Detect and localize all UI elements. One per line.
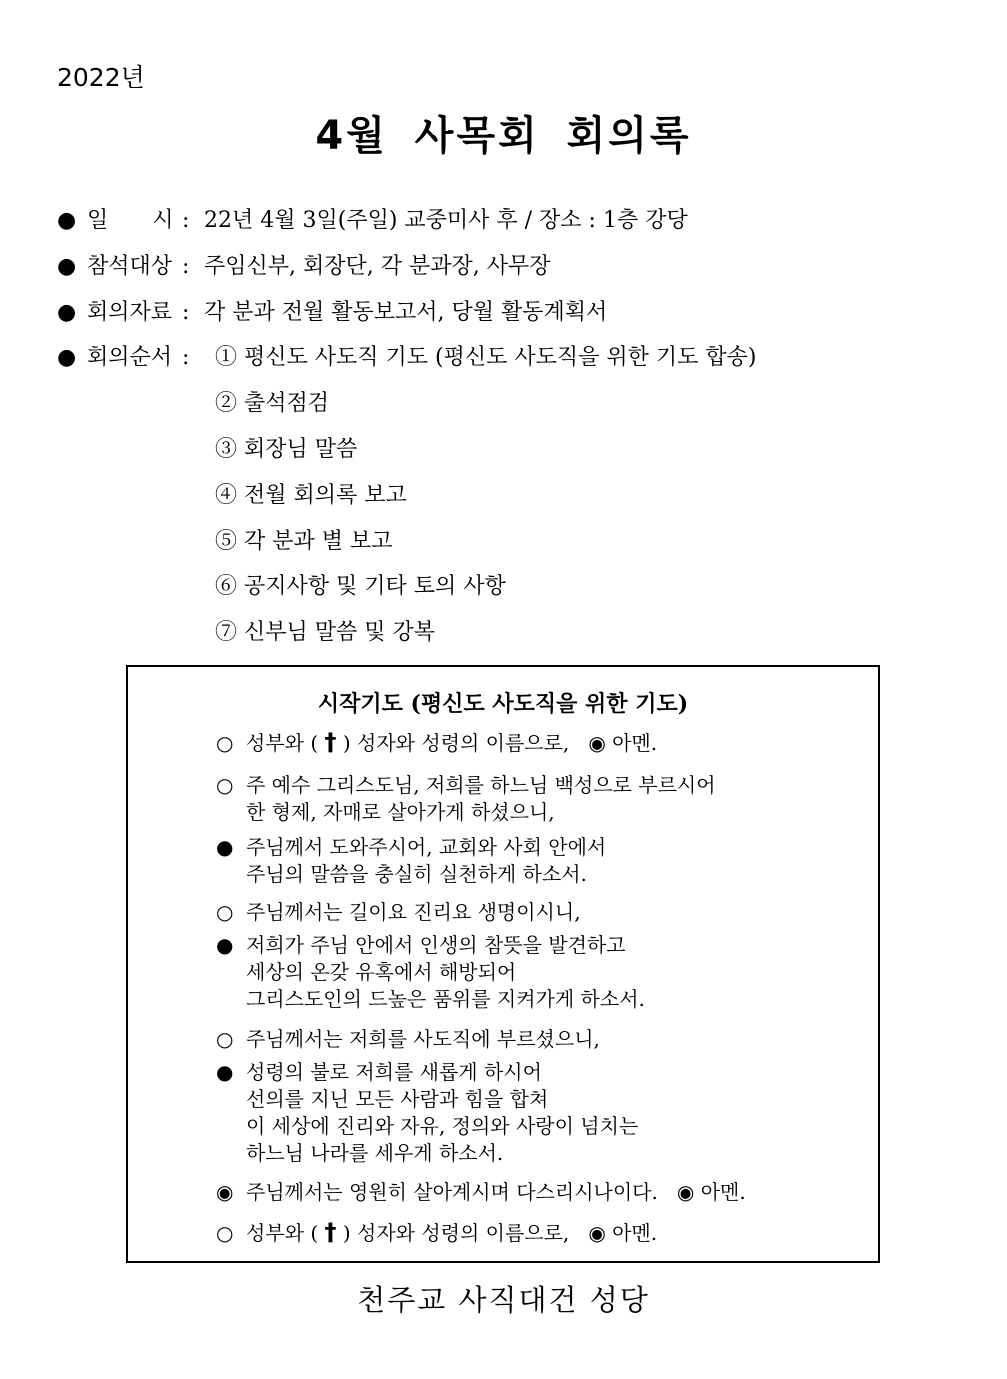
prayer-line <box>216 899 581 926</box>
amen-text: 아멘. <box>700 1180 746 1204</box>
info-row-attendees <box>57 249 550 280</box>
circle-icon: ○ <box>216 773 234 797</box>
info-value: 22년 4월 3일(주일) 교중미사 후 / 장소 : 1층 강당 <box>204 208 688 233</box>
prayer-line <box>216 1113 638 1140</box>
prayer-final-post: ) 성자와 성령의 이름으로, <box>342 1221 570 1245</box>
prayer-line <box>216 959 516 986</box>
prayer-line-text: 선의를 지닌 모든 사람과 힘을 합쳐 <box>246 1087 549 1111</box>
prayer-line-text: 세상의 온갖 유혹에서 해방되어 <box>246 960 517 984</box>
info-value: 각 분과 전월 활동보고서, 당월 활동계획서 <box>204 300 608 325</box>
bullet-icon: ● <box>57 345 77 370</box>
filled-circle-icon: ● <box>216 1060 234 1084</box>
prayer-final-line <box>216 1219 657 1247</box>
prayer-opening-line <box>216 729 657 757</box>
info-label: 참석대상 <box>87 254 173 279</box>
amen-marker-icon: ◉ <box>588 1221 606 1245</box>
prayer-line-text: 주님께서는 길이요 진리요 생명이시니, <box>246 900 581 924</box>
amen-marker-icon: ◉ <box>676 1180 695 1204</box>
info-row-agenda <box>57 340 204 371</box>
document-year: 2022년 <box>57 63 145 92</box>
cross-icon: † <box>324 1218 337 1246</box>
info-colon: : <box>182 345 190 370</box>
prayer-line <box>216 1059 542 1086</box>
prayer-closing-line <box>216 1179 746 1206</box>
prayer-final-pre: 성부와 ( <box>246 1221 319 1245</box>
marker-icon: ◉ <box>216 1180 234 1204</box>
agenda-item-7: ⑦ 신부님 말씀 및 강복 <box>215 620 435 645</box>
prayer-line-text: 성령의 불로 저희를 새롭게 하시어 <box>246 1060 542 1084</box>
info-colon: : <box>182 208 190 233</box>
prayer-line-text: 주님께서 도와주시어, 교회와 사회 안에서 <box>246 835 607 859</box>
info-label: 일 시 <box>87 208 174 233</box>
info-colon: : <box>182 254 190 279</box>
info-row-materials <box>57 295 607 326</box>
circle-icon: ○ <box>216 1027 234 1051</box>
amen-text: 아멘. <box>612 731 658 755</box>
prayer-line <box>216 1140 503 1167</box>
prayer-line <box>216 932 626 959</box>
info-value: 주임신부, 회장단, 각 분과장, 사무장 <box>204 254 551 279</box>
cross-icon: † <box>324 728 337 756</box>
filled-circle-icon: ● <box>216 933 234 957</box>
bullet-icon: ● <box>57 254 77 279</box>
prayer-line-text: 주님의 말씀을 충실히 실천하게 하소서. <box>246 862 587 886</box>
prayer-title: 시작기도 (평신도 사도직을 위한 기도) <box>317 691 689 717</box>
agenda-item-2: ② 출석점검 <box>215 391 330 416</box>
agenda-item-1: ① 평신도 사도직 기도 (평신도 사도직을 위한 기도 합송) <box>215 345 757 370</box>
info-label: 회의순서 <box>87 345 173 370</box>
prayer-line <box>216 834 606 861</box>
prayer-line-text: 주님께서는 저희를 사도직에 부르셨으니, <box>246 1027 600 1051</box>
agenda-item-4: ④ 전월 회의록 보고 <box>215 483 407 508</box>
circle-icon: ○ <box>216 900 234 924</box>
info-label: 회의자료 <box>87 300 173 325</box>
prayer-line-text: 저희가 주님 안에서 인생의 참뜻을 발견하고 <box>246 933 626 957</box>
parish-name: 천주교 사직대건 성당 <box>357 1283 650 1317</box>
prayer-opening-post: ) 성자와 성령의 이름으로, <box>342 731 570 755</box>
prayer-closing-text: 주님께서는 영원히 살아계시며 다스리시나이다. <box>246 1180 658 1204</box>
amen-marker-icon: ◉ <box>588 731 606 755</box>
prayer-line-text: 하느님 나라를 세우게 하소서. <box>246 1141 504 1165</box>
prayer-line-text: 주 예수 그리스도님, 저희를 하느님 백성으로 부르시어 <box>246 773 716 797</box>
agenda-item-6: ⑥ 공지사항 및 기타 토의 사항 <box>215 574 506 599</box>
circle-icon: ○ <box>216 1221 234 1245</box>
prayer-line-text: 한 형제, 자매로 살아가게 하셨으니, <box>246 800 555 824</box>
prayer-line <box>216 799 555 826</box>
prayer-line <box>216 772 716 799</box>
amen-text: 아멘. <box>612 1221 658 1245</box>
document-title: 4월 사목회 회의록 <box>315 113 692 159</box>
agenda-item-5: ⑤ 각 분과 별 보고 <box>215 529 393 554</box>
prayer-opening-pre: 성부와 ( <box>246 731 319 755</box>
prayer-line <box>216 1026 600 1053</box>
circle-icon: ○ <box>216 731 234 755</box>
agenda-item-3: ③ 회장님 말씀 <box>215 437 358 462</box>
prayer-line-text: 그리스도인의 드높은 품위를 지켜가게 하소서. <box>246 987 645 1011</box>
info-row-datetime <box>57 203 688 234</box>
prayer-line <box>216 986 645 1013</box>
bullet-icon: ● <box>57 300 77 325</box>
bullet-icon: ● <box>57 208 77 233</box>
info-colon: : <box>182 300 190 325</box>
filled-circle-icon: ● <box>216 835 234 859</box>
prayer-box <box>126 665 880 1263</box>
prayer-line <box>216 1086 548 1113</box>
prayer-line-text: 이 세상에 진리와 자유, 정의와 사랑이 넘치는 <box>246 1114 639 1138</box>
prayer-line <box>216 861 587 888</box>
